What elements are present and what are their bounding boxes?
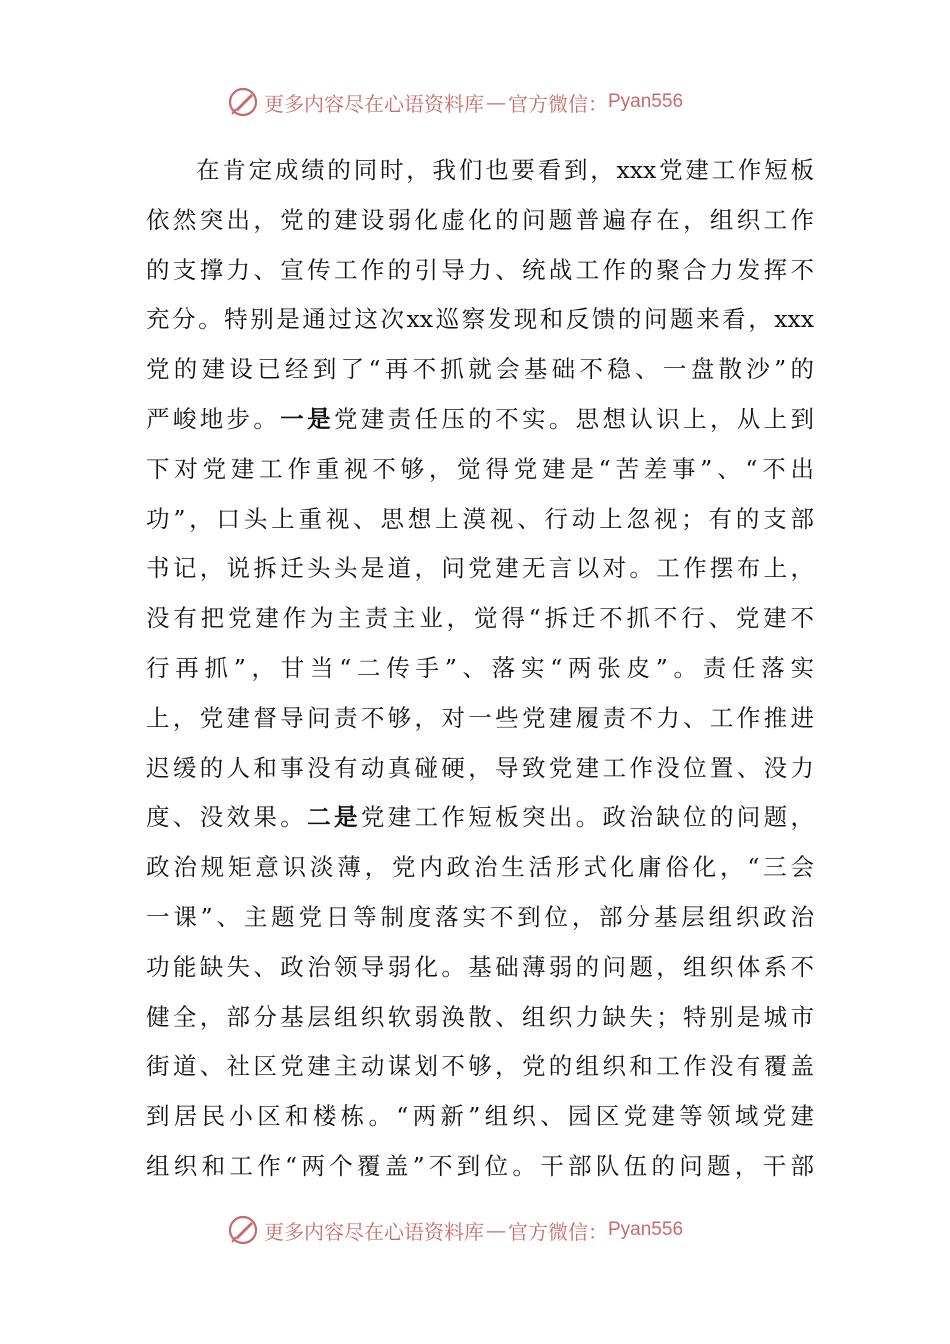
paragraph-line: 党的建设已经到了“再不抓就会基础不稳、一盘散沙”的	[146, 355, 814, 384]
document-body	[146, 146, 814, 1192]
quill-logo-icon	[226, 1213, 260, 1247]
banner-contact-label: 官方微信：	[508, 91, 608, 116]
line-text: 度、没效果。	[146, 803, 308, 832]
line-text: 党建工作短板突出。政治缺位的问题，	[360, 803, 815, 832]
line-text: 严峻地步。	[146, 404, 281, 433]
paragraph-line: 在肯定成绩的同时，我们也要看到，xxx党建工作短板	[196, 156, 814, 184]
quill-logo-icon	[226, 85, 260, 119]
footer-watermark-banner	[226, 1210, 726, 1250]
paragraph-line: 书记，说拆迁头头是道，问党建无言以对。工作摆布上，	[146, 554, 814, 583]
paragraph-line: 一课”、主题党日等制度落实不到位，部分基层组织政治	[146, 902, 814, 931]
paragraph-line: 功”，口头上重视、思想上漠视、行动上忽视；有的支部	[146, 504, 814, 533]
paragraph-line: 充分。特别是通过这次xx巡察发现和反馈的问题来看，xxx	[146, 305, 814, 334]
banner-text: 更多内容尽在心语资料库	[264, 91, 484, 116]
paragraph-line: 街道、社区党建主动谋划不够，党的组织和工作没有覆盖	[146, 1052, 814, 1081]
line-text: 党建责任压的不实。思想认识上，从上到	[334, 404, 815, 433]
banner-separator: —	[486, 90, 506, 114]
paragraph-line: 下对党建工作重视不够，觉得党建是“苦差事”、“不出	[146, 454, 814, 483]
paragraph-line: 健全，部分基层组织软弱涣散、组织力缺失；特别是城市	[146, 1002, 814, 1031]
paragraph-line: 依然突出，党的建设弱化虚化的问题普遍存在，组织工作	[146, 205, 814, 234]
bold-marker-two: 二是	[307, 803, 361, 832]
paragraph-line: 功能缺失、政治领导弱化。基础薄弱的问题，组织体系不	[146, 952, 814, 981]
header-watermark-banner	[226, 82, 726, 122]
paragraph-line: 行再抓”，甘当“二传手”、落实“两张皮”。责任落实	[146, 653, 814, 682]
paragraph-line: 政治规矩意识淡薄，党内政治生活形式化庸俗化，“三会	[146, 853, 814, 882]
banner-contact-id: Pyan556	[608, 1219, 684, 1240]
banner-contact-id: Pyan556	[608, 91, 684, 112]
paragraph-line: 的支撑力、宣传工作的引导力、统战工作的聚合力发挥不	[146, 255, 814, 284]
banner-text: 更多内容尽在心语资料库	[264, 1219, 484, 1244]
paragraph-line	[146, 793, 814, 843]
paragraph-line: 组织和工作“两个覆盖”不到位。干部队伍的问题，干部	[146, 1151, 814, 1180]
banner-contact-label: 官方微信：	[508, 1219, 608, 1244]
bold-marker-one: 一是	[280, 404, 334, 433]
paragraph-line: 到居民小区和楼栋。“两新”组织、园区党建等领域党建	[146, 1102, 814, 1131]
paragraph-line: 迟缓的人和事没有动真碰硬，导致党建工作没位置、没力	[146, 753, 814, 782]
paragraph-line: 没有把党建作为主责主业，觉得“拆迁不抓不行、党建不	[146, 604, 814, 633]
banner-separator: —	[486, 1218, 506, 1242]
paragraph-line: 上，党建督导问责不够，对一些党建履责不力、工作推进	[146, 703, 814, 732]
paragraph-line	[146, 395, 814, 445]
